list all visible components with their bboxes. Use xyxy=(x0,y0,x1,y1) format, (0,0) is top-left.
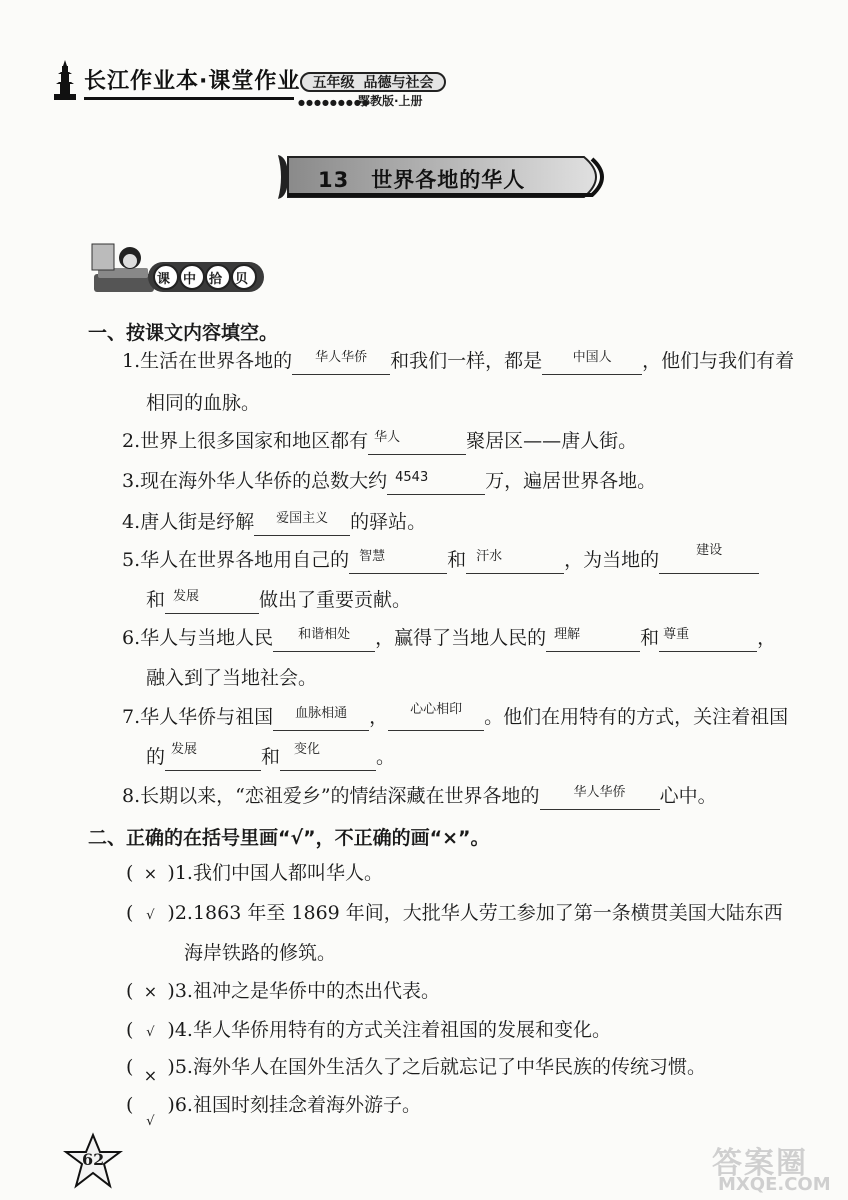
question-3: 3.现在海外华人华侨的总数大约 4543 万，遍居世界各地。 xyxy=(122,467,656,495)
header-rule xyxy=(84,97,294,100)
answer-text: 和谐相处 xyxy=(298,627,351,642)
section-label-chars xyxy=(157,268,261,287)
question-7: 7.华人华侨与祖国 血脉相通 ， 心心相印 。他们在用特有的方式，关注着祖国 xyxy=(122,703,788,731)
answer-text: 发展 xyxy=(173,589,200,604)
answer-text: 心心相印 xyxy=(410,702,463,717)
answer-mark[interactable]: √ xyxy=(146,908,155,923)
answer-text: 建设 xyxy=(696,543,723,558)
answer-blank[interactable] xyxy=(368,428,466,455)
answer-text: 爱国主义 xyxy=(276,511,329,526)
answer-text: 中国人 xyxy=(572,350,612,365)
answer-blank[interactable] xyxy=(659,625,757,652)
question-5-cont: 和 发展 做出了重要贡献。 xyxy=(146,586,411,614)
answer-blank[interactable] xyxy=(292,348,390,375)
answer-text: 发展 xyxy=(171,742,198,757)
answer-text: 汗水 xyxy=(476,549,503,564)
answer-blank[interactable] xyxy=(542,348,642,375)
answer-blank[interactable] xyxy=(466,547,564,574)
edition-label: 鄂教版·上册 xyxy=(358,94,423,108)
pagoda-logo-icon xyxy=(52,58,78,102)
answer-blank[interactable] xyxy=(388,704,484,731)
answer-blank[interactable] xyxy=(273,704,369,731)
question-4: 4.唐人街是纾解 爱国主义 的驿站。 xyxy=(122,508,426,536)
answer-mark[interactable]: √ xyxy=(146,1025,155,1040)
judgement-item-2-cont: 海岸铁路的修筑。 xyxy=(184,942,337,964)
question-8: 8.长期以来，“恋祖爱乡”的情结深藏在世界各地的 华人华侨 心中。 xyxy=(122,782,717,810)
answer-blank[interactable] xyxy=(349,547,447,574)
answer-blank[interactable] xyxy=(659,543,759,574)
watermark-logo: 答案圈 xyxy=(712,1146,808,1181)
judgement-item-5: ( × )5.海外华人在国外生活久了之后就忘记了中华民族的传统习惯。 xyxy=(126,1053,706,1082)
part1-heading: 一、按课文内容填空。 xyxy=(88,322,279,344)
judgement-item-3: ( × )3.祖冲之是华侨中的杰出代表。 xyxy=(126,977,440,1006)
question-6: 6.华人与当地人民 和谐相处 ，赢得了当地人民的 理解 和 尊重 ， xyxy=(122,624,776,652)
answer-blank[interactable] xyxy=(273,625,375,652)
answer-text: 血脉相通 xyxy=(295,706,348,721)
grade-subject-badge xyxy=(300,72,446,92)
answer-text: 尊重 xyxy=(663,627,690,642)
part2-heading: 二、正确的在括号里画“√”，不正确的画“×”。 xyxy=(88,827,490,849)
question-5: 5.华人在世界各地用自己的 智慧 和 汗水 ，为当地的 建设 xyxy=(122,546,759,574)
watermark-url: MXQE.COM xyxy=(718,1174,831,1195)
grade-label: 五年级 xyxy=(312,75,355,91)
answer-mark[interactable]: × xyxy=(143,982,158,1001)
page-number: 62 xyxy=(82,1150,105,1169)
lesson-title: 13 世界各地的华人 xyxy=(318,168,526,192)
header-dots: ●●●●●●●●● xyxy=(298,98,370,107)
subject-label: 品德与社会 xyxy=(363,75,434,91)
book-title: 长江作业本·课堂作业 xyxy=(84,69,301,94)
judgement-item-2: ( √ )2.1863 年至 1869 年间，大批华人劳工参加了第一条横贯美国大陆东西 xyxy=(126,899,783,930)
answer-blank[interactable] xyxy=(387,468,485,495)
judgement-item-4: ( √ )4.华人华侨用特有的方式关注着祖国的发展和变化。 xyxy=(126,1016,611,1047)
question-2: 2.世界上很多国家和地区都有 华人 聚居区——唐人街。 xyxy=(122,427,637,455)
question-1-cont: 相同的血脉。 xyxy=(146,392,261,414)
judgement-item-1: ( × )1.我们中国人都叫华人。 xyxy=(126,859,383,888)
answer-mark[interactable]: √ xyxy=(146,1114,155,1129)
answer-blank[interactable] xyxy=(165,744,261,771)
answer-text: 4543 xyxy=(395,470,429,485)
answer-mark[interactable]: × xyxy=(143,1066,158,1085)
question-6-cont: 融入到了当地社会。 xyxy=(146,667,318,689)
answer-blank[interactable] xyxy=(165,587,259,614)
answer-text: 变化 xyxy=(294,742,321,757)
answer-text: 理解 xyxy=(554,627,581,642)
question-1: 1.生活在世界各地的 华人华侨 和我们一样，都是 中国人 ，他们与我们有着 xyxy=(122,347,794,375)
answer-text: 华人 xyxy=(374,430,401,445)
answer-blank[interactable] xyxy=(546,625,640,652)
answer-blank[interactable] xyxy=(540,783,660,810)
answer-blank[interactable] xyxy=(254,509,350,536)
answer-mark[interactable]: × xyxy=(143,864,158,883)
answer-text: 智慧 xyxy=(359,549,386,564)
judgement-item-6: (√)6.祖国时刻挂念着海外游子。 xyxy=(126,1091,421,1122)
answer-text: 华人华侨 xyxy=(573,785,626,800)
answer-text: 华人华侨 xyxy=(315,350,368,365)
question-7-cont: 的 发展 和 变化 。 xyxy=(146,743,395,771)
answer-blank[interactable] xyxy=(280,744,376,771)
section-label-text: 课中拾贝 xyxy=(157,272,262,287)
